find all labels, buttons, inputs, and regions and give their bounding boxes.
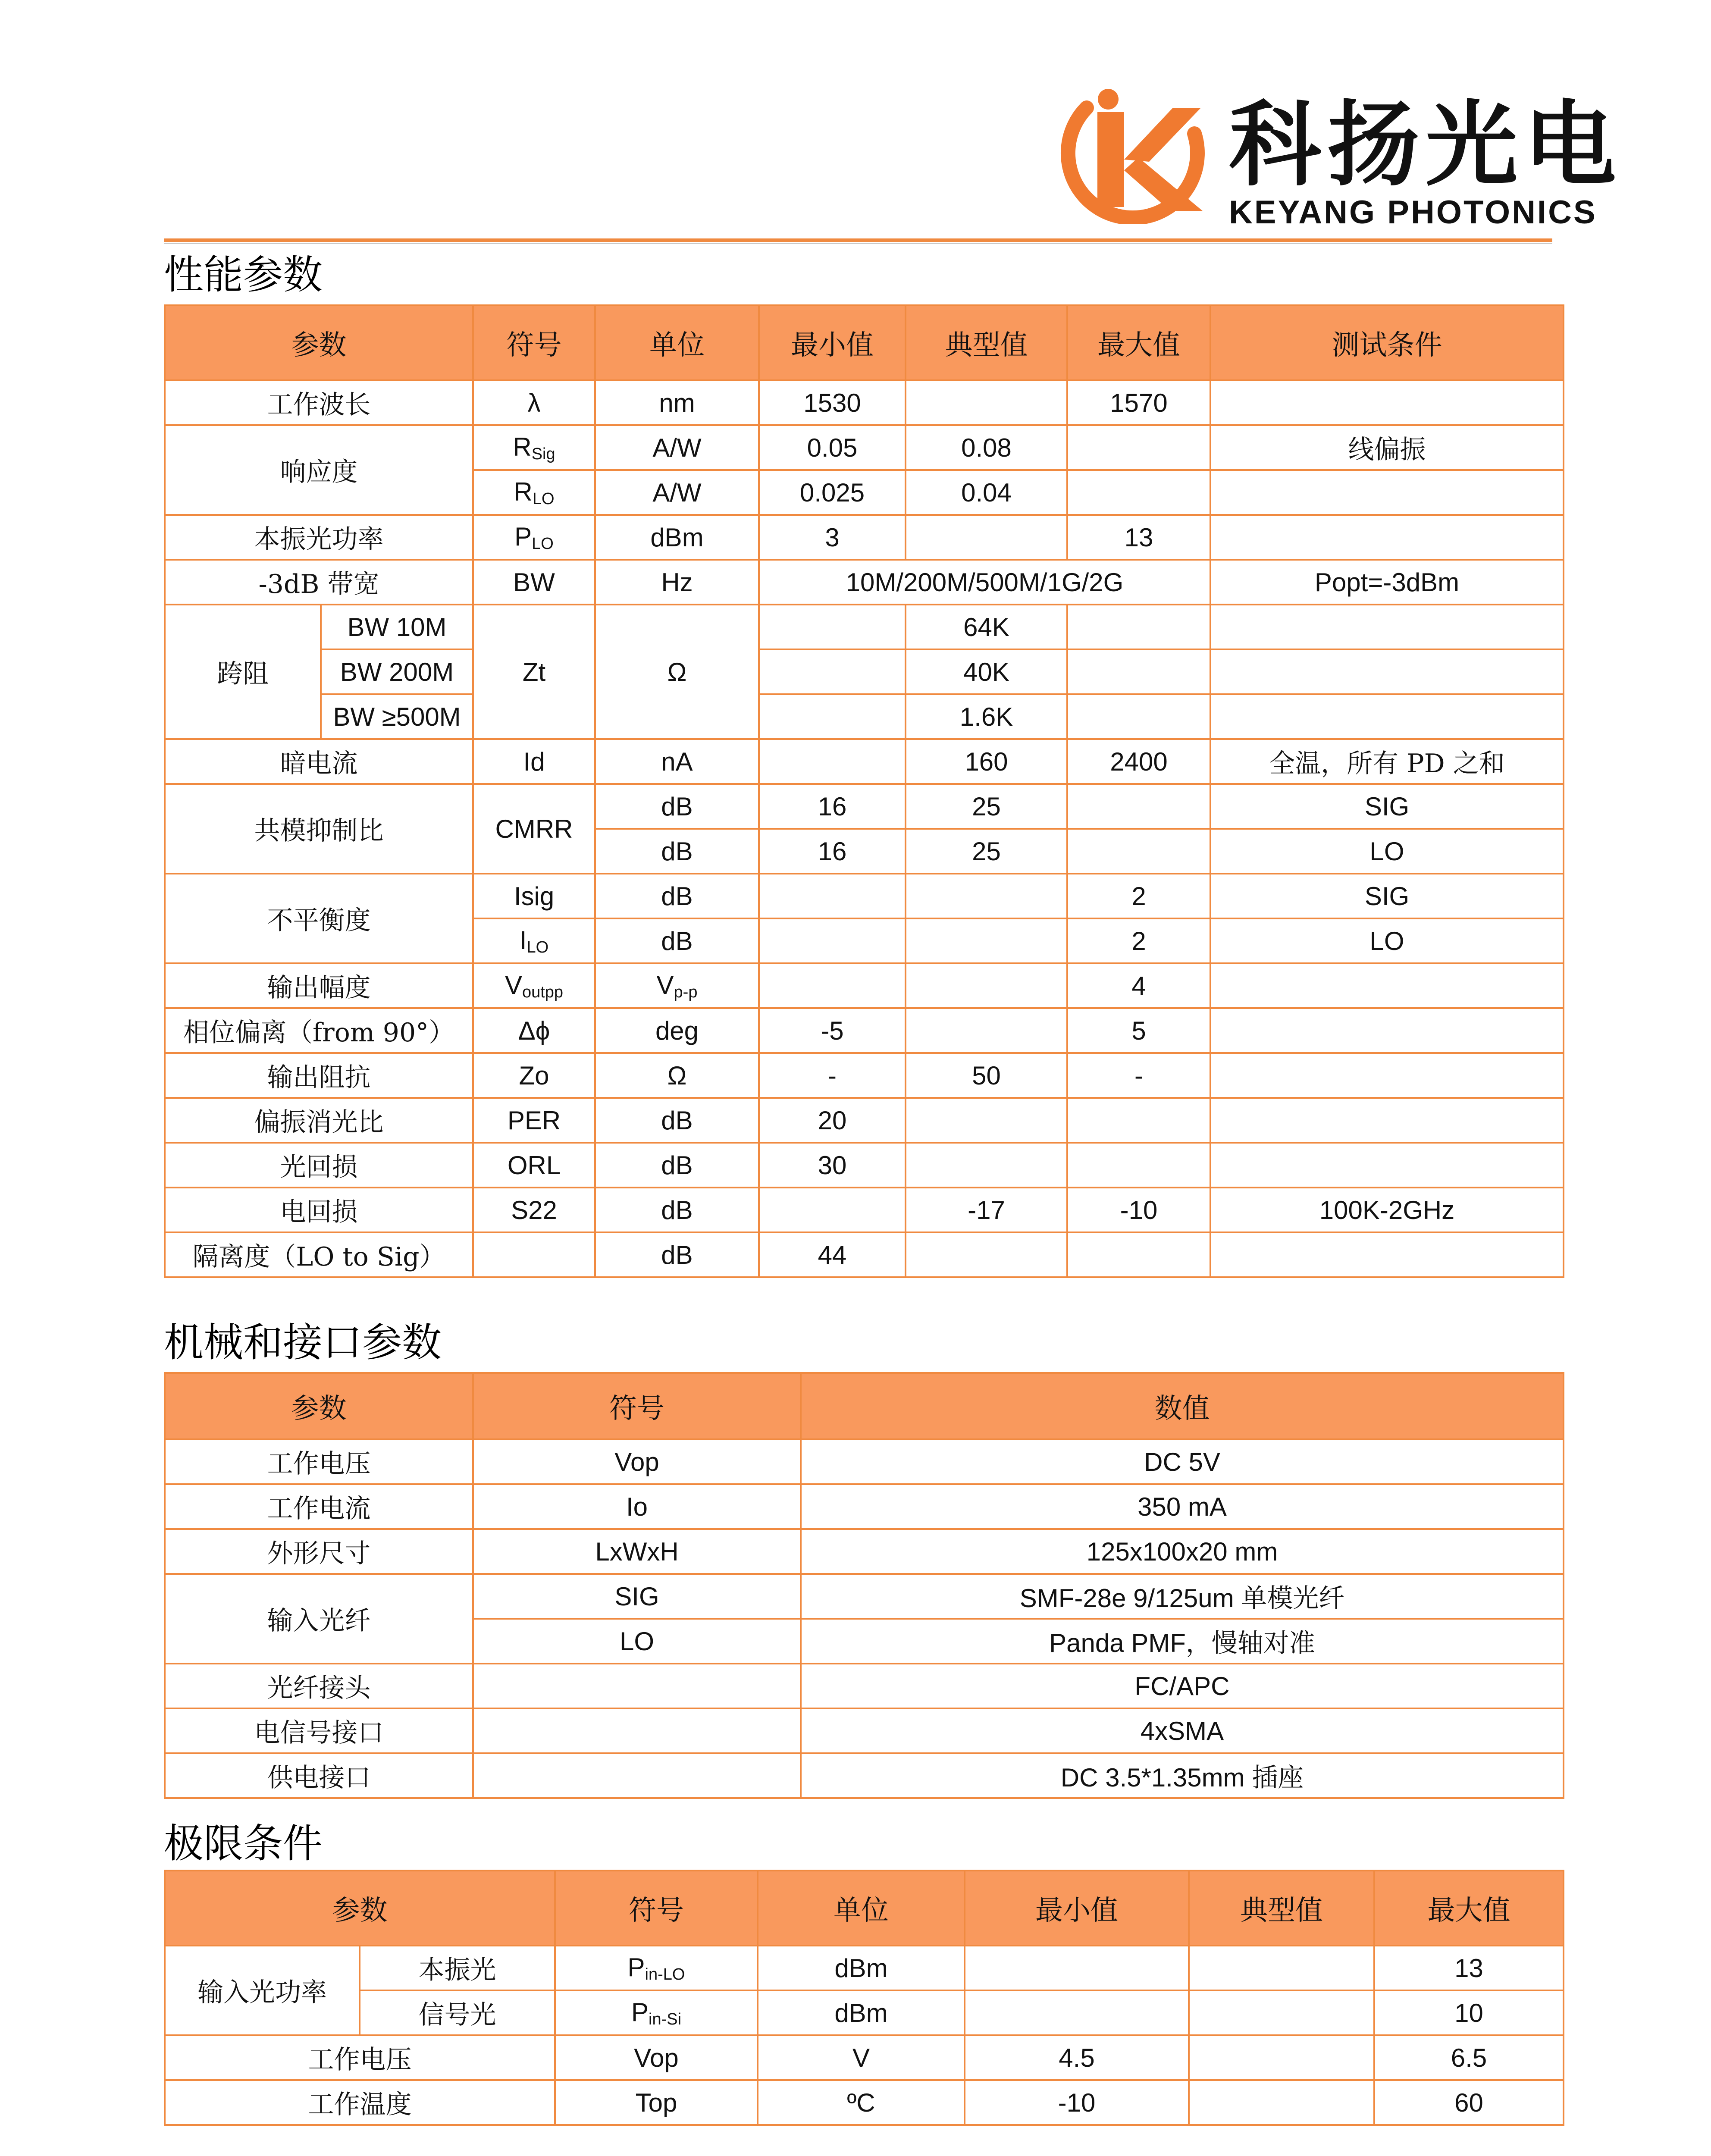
- table-cell: deg: [595, 1008, 759, 1053]
- cell-subscript: outpp: [522, 983, 564, 1001]
- cell-text: P: [631, 1997, 649, 2027]
- table-row: [165, 649, 1564, 694]
- table-cell: [473, 425, 595, 470]
- table-cell: 输入光纤: [165, 1574, 473, 1664]
- table-cell: DC 3.5*1.35mm 插座: [801, 1753, 1564, 1798]
- cell-text: P: [627, 1952, 645, 1982]
- table-cell: [473, 1708, 801, 1753]
- mech-table: [164, 1372, 1564, 1799]
- table-row: [165, 2035, 1564, 2080]
- table-cell: 0.08: [906, 425, 1067, 470]
- table-cell: 30: [759, 1143, 906, 1188]
- table-cell: dB: [595, 784, 759, 829]
- table-cell: 20: [759, 1098, 906, 1143]
- cell-text: R: [513, 432, 532, 461]
- table-cell: 0.04: [906, 470, 1067, 515]
- table-cell: Zo: [473, 1053, 595, 1098]
- table-cell: dB: [595, 1098, 759, 1143]
- table-cell: [906, 874, 1067, 918]
- table-row: [165, 515, 1564, 560]
- table-cell: -3dB 带宽: [165, 560, 473, 605]
- table-header-cell: 最大值: [1374, 1871, 1564, 1946]
- logo-chinese-name: 科扬光电: [1229, 91, 1622, 199]
- table-cell: [1189, 2080, 1374, 2125]
- table-cell: ORL: [473, 1143, 595, 1188]
- table-cell: [1067, 649, 1210, 694]
- table-cell: [759, 1188, 906, 1232]
- table-cell: [473, 963, 595, 1008]
- table-cell: dB: [595, 829, 759, 874]
- cell-text: I: [519, 925, 527, 955]
- table-cell: 2: [1067, 874, 1210, 918]
- perf-header-max: 最大值: [1067, 305, 1210, 380]
- table-cell: [1210, 380, 1564, 425]
- perf-section-title: 性能参数: [164, 252, 323, 298]
- table-cell: [1210, 470, 1564, 515]
- cell-subscript: Sig: [531, 445, 555, 463]
- table-cell: [1067, 425, 1210, 470]
- table-row: [165, 874, 1564, 918]
- table-cell: 160: [906, 739, 1067, 784]
- table-cell: [1067, 784, 1210, 829]
- limits-table: [164, 1870, 1564, 2126]
- table-cell: 工作电压: [165, 1439, 473, 1484]
- table-cell: Zt: [473, 605, 595, 739]
- table-cell: 16: [759, 784, 906, 829]
- table-cell: 1570: [1067, 380, 1210, 425]
- table-cell: [759, 739, 906, 784]
- table-cell: 全温，所有 PD 之和: [1210, 739, 1564, 784]
- table-cell: 供电接口: [165, 1753, 473, 1798]
- table-cell: S22: [473, 1188, 595, 1232]
- table-cell: SMF-28e 9/125um 单模光纤: [801, 1574, 1564, 1619]
- table-row: [165, 1664, 1564, 1708]
- table-cell: [1067, 1232, 1210, 1277]
- table-cell: 相位偏离（from 90°）: [165, 1008, 473, 1053]
- table-cell: 40K: [906, 649, 1067, 694]
- table-cell: 不平衡度: [165, 874, 473, 963]
- table-cell: [1067, 694, 1210, 739]
- table-header-cell: 最小值: [965, 1871, 1189, 1946]
- cell-subscript: in-LO: [645, 1965, 685, 1984]
- table-header-cell: 数值: [801, 1373, 1564, 1439]
- table-header-cell: 单位: [758, 1871, 965, 1946]
- perf-header-symbol: 符号: [473, 305, 595, 380]
- table-cell: [1210, 605, 1564, 649]
- table-cell: [473, 470, 595, 515]
- table-cell: 0.05: [759, 425, 906, 470]
- table-cell: 暗电流: [165, 739, 473, 784]
- table-cell: [1210, 515, 1564, 560]
- table-cell: [906, 918, 1067, 963]
- perf-header-param: 参数: [165, 305, 473, 380]
- table-cell: [1067, 605, 1210, 649]
- table-cell: Vop: [473, 1439, 801, 1484]
- table-cell: 1530: [759, 380, 906, 425]
- table-cell: [555, 1990, 758, 2035]
- table-row: [165, 963, 1564, 1008]
- table-cell: Vop: [555, 2035, 758, 2080]
- cell-subscript: p-p: [674, 983, 698, 1001]
- table-row: [165, 1753, 1564, 1798]
- table-cell: [759, 694, 906, 739]
- table-cell: BW 200M: [321, 649, 473, 694]
- table-header-cell: 符号: [555, 1871, 758, 1946]
- table-cell: SIG: [1210, 874, 1564, 918]
- cell-subscript: LO: [532, 489, 555, 508]
- table-cell: 25: [906, 784, 1067, 829]
- table-cell: [473, 515, 595, 560]
- table-cell: [906, 963, 1067, 1008]
- table-cell: ºC: [758, 2080, 965, 2125]
- table-row: [165, 739, 1564, 784]
- table-cell: 4: [1067, 963, 1210, 1008]
- table-row: [165, 1574, 1564, 1619]
- table-row: [165, 1098, 1564, 1143]
- table-cell: BW: [473, 560, 595, 605]
- table-cell: dBm: [595, 515, 759, 560]
- table-cell: [555, 1946, 758, 1990]
- table-cell: 隔离度（LO to Sig）: [165, 1232, 473, 1277]
- table-cell: [1210, 694, 1564, 739]
- table-cell: 信号光: [360, 1990, 555, 2035]
- table-cell: 外形尺寸: [165, 1529, 473, 1574]
- table-cell: [759, 605, 906, 649]
- table-cell: 100K-2GHz: [1210, 1188, 1564, 1232]
- table-cell: LO: [1210, 918, 1564, 963]
- table-row: [165, 1143, 1564, 1188]
- table-row: [165, 1708, 1564, 1753]
- perf-table: [164, 304, 1564, 1278]
- table-cell: 电回损: [165, 1188, 473, 1232]
- table-cell: [1067, 1098, 1210, 1143]
- company-logo: [1056, 73, 1622, 231]
- table-cell: 44: [759, 1232, 906, 1277]
- table-cell: Δϕ: [473, 1008, 595, 1053]
- table-cell: 输出阻抗: [165, 1053, 473, 1098]
- mech-section-title: 机械和接口参数: [164, 1319, 442, 1366]
- table-cell: 64K: [906, 605, 1067, 649]
- table-cell: [1210, 1232, 1564, 1277]
- table-cell: 工作温度: [165, 2080, 555, 2125]
- table-cell: BW 10M: [321, 605, 473, 649]
- table-cell: 3: [759, 515, 906, 560]
- table-cell: SIG: [1210, 784, 1564, 829]
- table-row: [165, 380, 1564, 425]
- table-cell: [1189, 2035, 1374, 2080]
- table-cell: 输出幅度: [165, 963, 473, 1008]
- table-cell: V: [758, 2035, 965, 2080]
- perf-header-row: [165, 305, 1564, 380]
- table-cell: 60: [1374, 2080, 1564, 2125]
- table-cell: -: [1067, 1053, 1210, 1098]
- table-cell: -10: [965, 2080, 1189, 2125]
- limits-header-row: [165, 1871, 1564, 1946]
- table-cell: [906, 1232, 1067, 1277]
- table-cell: 4xSMA: [801, 1708, 1564, 1753]
- limits-section-title: 极限条件: [164, 1821, 323, 1867]
- table-cell: [1210, 1053, 1564, 1098]
- table-cell: dBm: [758, 1990, 965, 2035]
- logo-english-name: KEYANG PHOTONICS: [1229, 194, 1597, 231]
- table-row: [165, 1529, 1564, 1574]
- table-cell: [1210, 1008, 1564, 1053]
- table-cell: -10: [1067, 1188, 1210, 1232]
- cell-subscript: LO: [526, 938, 549, 956]
- table-cell: 4.5: [965, 2035, 1189, 2080]
- table-cell: [906, 515, 1067, 560]
- table-cell: λ: [473, 380, 595, 425]
- table-cell: FC/APC: [801, 1664, 1564, 1708]
- table-cell: [759, 963, 906, 1008]
- table-cell: LO: [473, 1619, 801, 1664]
- table-cell: 光纤接头: [165, 1664, 473, 1708]
- table-cell: -17: [906, 1188, 1067, 1232]
- table-row: [165, 1946, 1564, 1990]
- table-row: [165, 694, 1564, 739]
- table-cell: [1210, 963, 1564, 1008]
- table-cell: [1067, 829, 1210, 874]
- table-cell: [595, 963, 759, 1008]
- table-cell: 电信号接口: [165, 1708, 473, 1753]
- table-cell: 线偏振: [1210, 425, 1564, 470]
- table-cell: 13: [1374, 1946, 1564, 1990]
- table-row: [165, 784, 1564, 829]
- table-cell: -: [759, 1053, 906, 1098]
- table-cell: [1067, 1143, 1210, 1188]
- cell-text: R: [514, 477, 533, 506]
- table-row: [165, 1008, 1564, 1053]
- table-cell: 16: [759, 829, 906, 874]
- table-cell: 跨阻: [165, 605, 321, 739]
- table-cell: Ω: [595, 1053, 759, 1098]
- table-cell: [759, 874, 906, 918]
- table-row: [165, 1484, 1564, 1529]
- mech-header-row: [165, 1373, 1564, 1439]
- table-cell: Panda PMF，慢轴对准: [801, 1619, 1564, 1664]
- table-row: [165, 1053, 1564, 1098]
- table-cell: [1210, 1098, 1564, 1143]
- table-cell: [1189, 1946, 1374, 1990]
- table-cell: Hz: [595, 560, 759, 605]
- table-cell: dB: [595, 1232, 759, 1277]
- table-cell: [759, 918, 906, 963]
- table-cell: 本振光功率: [165, 515, 473, 560]
- table-cell: 工作波长: [165, 380, 473, 425]
- table-cell: 1.6K: [906, 694, 1067, 739]
- table-cell: dBm: [758, 1946, 965, 1990]
- table-cell: 0.025: [759, 470, 906, 515]
- table-cell: 响应度: [165, 425, 473, 515]
- cell-subscript: LO: [532, 534, 554, 553]
- cell-subscript: in-Si: [649, 2010, 682, 2028]
- table-cell: 本振光: [360, 1946, 555, 1990]
- table-header-cell: 符号: [473, 1373, 801, 1439]
- table-cell: 350 mA: [801, 1484, 1564, 1529]
- table-cell: [906, 1098, 1067, 1143]
- table-cell: Isig: [473, 874, 595, 918]
- table-cell: SIG: [473, 1574, 801, 1619]
- table-cell: [965, 1946, 1189, 1990]
- perf-header-condition: 测试条件: [1210, 305, 1564, 380]
- table-cell: 25: [906, 829, 1067, 874]
- logo-k-mark-icon: [1056, 82, 1212, 224]
- table-cell: DC 5V: [801, 1439, 1564, 1484]
- cell-text: P: [514, 522, 532, 551]
- table-cell: -5: [759, 1008, 906, 1053]
- table-row: [165, 425, 1564, 470]
- table-cell: 50: [906, 1053, 1067, 1098]
- table-cell: Id: [473, 739, 595, 784]
- table-cell: 10M/200M/500M/1G/2G: [759, 560, 1210, 605]
- cell-text: V: [656, 970, 674, 1000]
- table-cell: 5: [1067, 1008, 1210, 1053]
- table-cell: 偏振消光比: [165, 1098, 473, 1143]
- table-row: [165, 1439, 1564, 1484]
- table-cell: 光回损: [165, 1143, 473, 1188]
- table-cell: nA: [595, 739, 759, 784]
- table-cell: Popt=-3dBm: [1210, 560, 1564, 605]
- table-cell: [1067, 470, 1210, 515]
- header-divider: [164, 238, 1552, 242]
- table-header-cell: 典型值: [1189, 1871, 1374, 1946]
- table-cell: [906, 1143, 1067, 1188]
- table-row: [165, 560, 1564, 605]
- header-divider-shadow: [164, 243, 1552, 244]
- table-cell: [906, 1008, 1067, 1053]
- table-cell: [473, 1664, 801, 1708]
- table-cell: PER: [473, 1098, 595, 1143]
- perf-header-typ: 典型值: [906, 305, 1067, 380]
- table-cell: CMRR: [473, 784, 595, 874]
- table-cell: 共模抑制比: [165, 784, 473, 874]
- table-cell: [473, 918, 595, 963]
- table-cell: Top: [555, 2080, 758, 2125]
- table-cell: 2400: [1067, 739, 1210, 784]
- table-row: [165, 1990, 1564, 2035]
- cell-text: V: [505, 970, 522, 1000]
- table-cell: [1189, 1990, 1374, 2035]
- table-cell: BW ≥500M: [321, 694, 473, 739]
- table-cell: 工作电压: [165, 2035, 555, 2080]
- perf-header-min: 最小值: [759, 305, 906, 380]
- table-cell: [473, 1753, 801, 1798]
- table-cell: 工作电流: [165, 1484, 473, 1529]
- table-cell: 13: [1067, 515, 1210, 560]
- table-cell: [1210, 649, 1564, 694]
- table-header-cell: 参数: [165, 1373, 473, 1439]
- table-row: [165, 605, 1564, 649]
- table-cell: A/W: [595, 470, 759, 515]
- perf-header-unit: 单位: [595, 305, 759, 380]
- table-cell: 输入光功率: [165, 1946, 360, 2035]
- table-cell: [1210, 1143, 1564, 1188]
- table-row: [165, 1188, 1564, 1232]
- table-cell: 2: [1067, 918, 1210, 963]
- table-header-cell: 参数: [165, 1871, 555, 1946]
- table-cell: dB: [595, 918, 759, 963]
- table-cell: Io: [473, 1484, 801, 1529]
- table-cell: dB: [595, 1143, 759, 1188]
- table-cell: [906, 380, 1067, 425]
- table-cell: LO: [1210, 829, 1564, 874]
- table-cell: nm: [595, 380, 759, 425]
- table-cell: Ω: [595, 605, 759, 739]
- table-cell: 125x100x20 mm: [801, 1529, 1564, 1574]
- table-cell: [759, 649, 906, 694]
- table-cell: [965, 1990, 1189, 2035]
- table-row: [165, 1232, 1564, 1277]
- table-row: [165, 2080, 1564, 2125]
- table-cell: dB: [595, 874, 759, 918]
- table-cell: 6.5: [1374, 2035, 1564, 2080]
- table-cell: LxWxH: [473, 1529, 801, 1574]
- table-cell: dB: [595, 1188, 759, 1232]
- table-cell: 10: [1374, 1990, 1564, 2035]
- table-cell: [473, 1232, 595, 1277]
- table-cell: A/W: [595, 425, 759, 470]
